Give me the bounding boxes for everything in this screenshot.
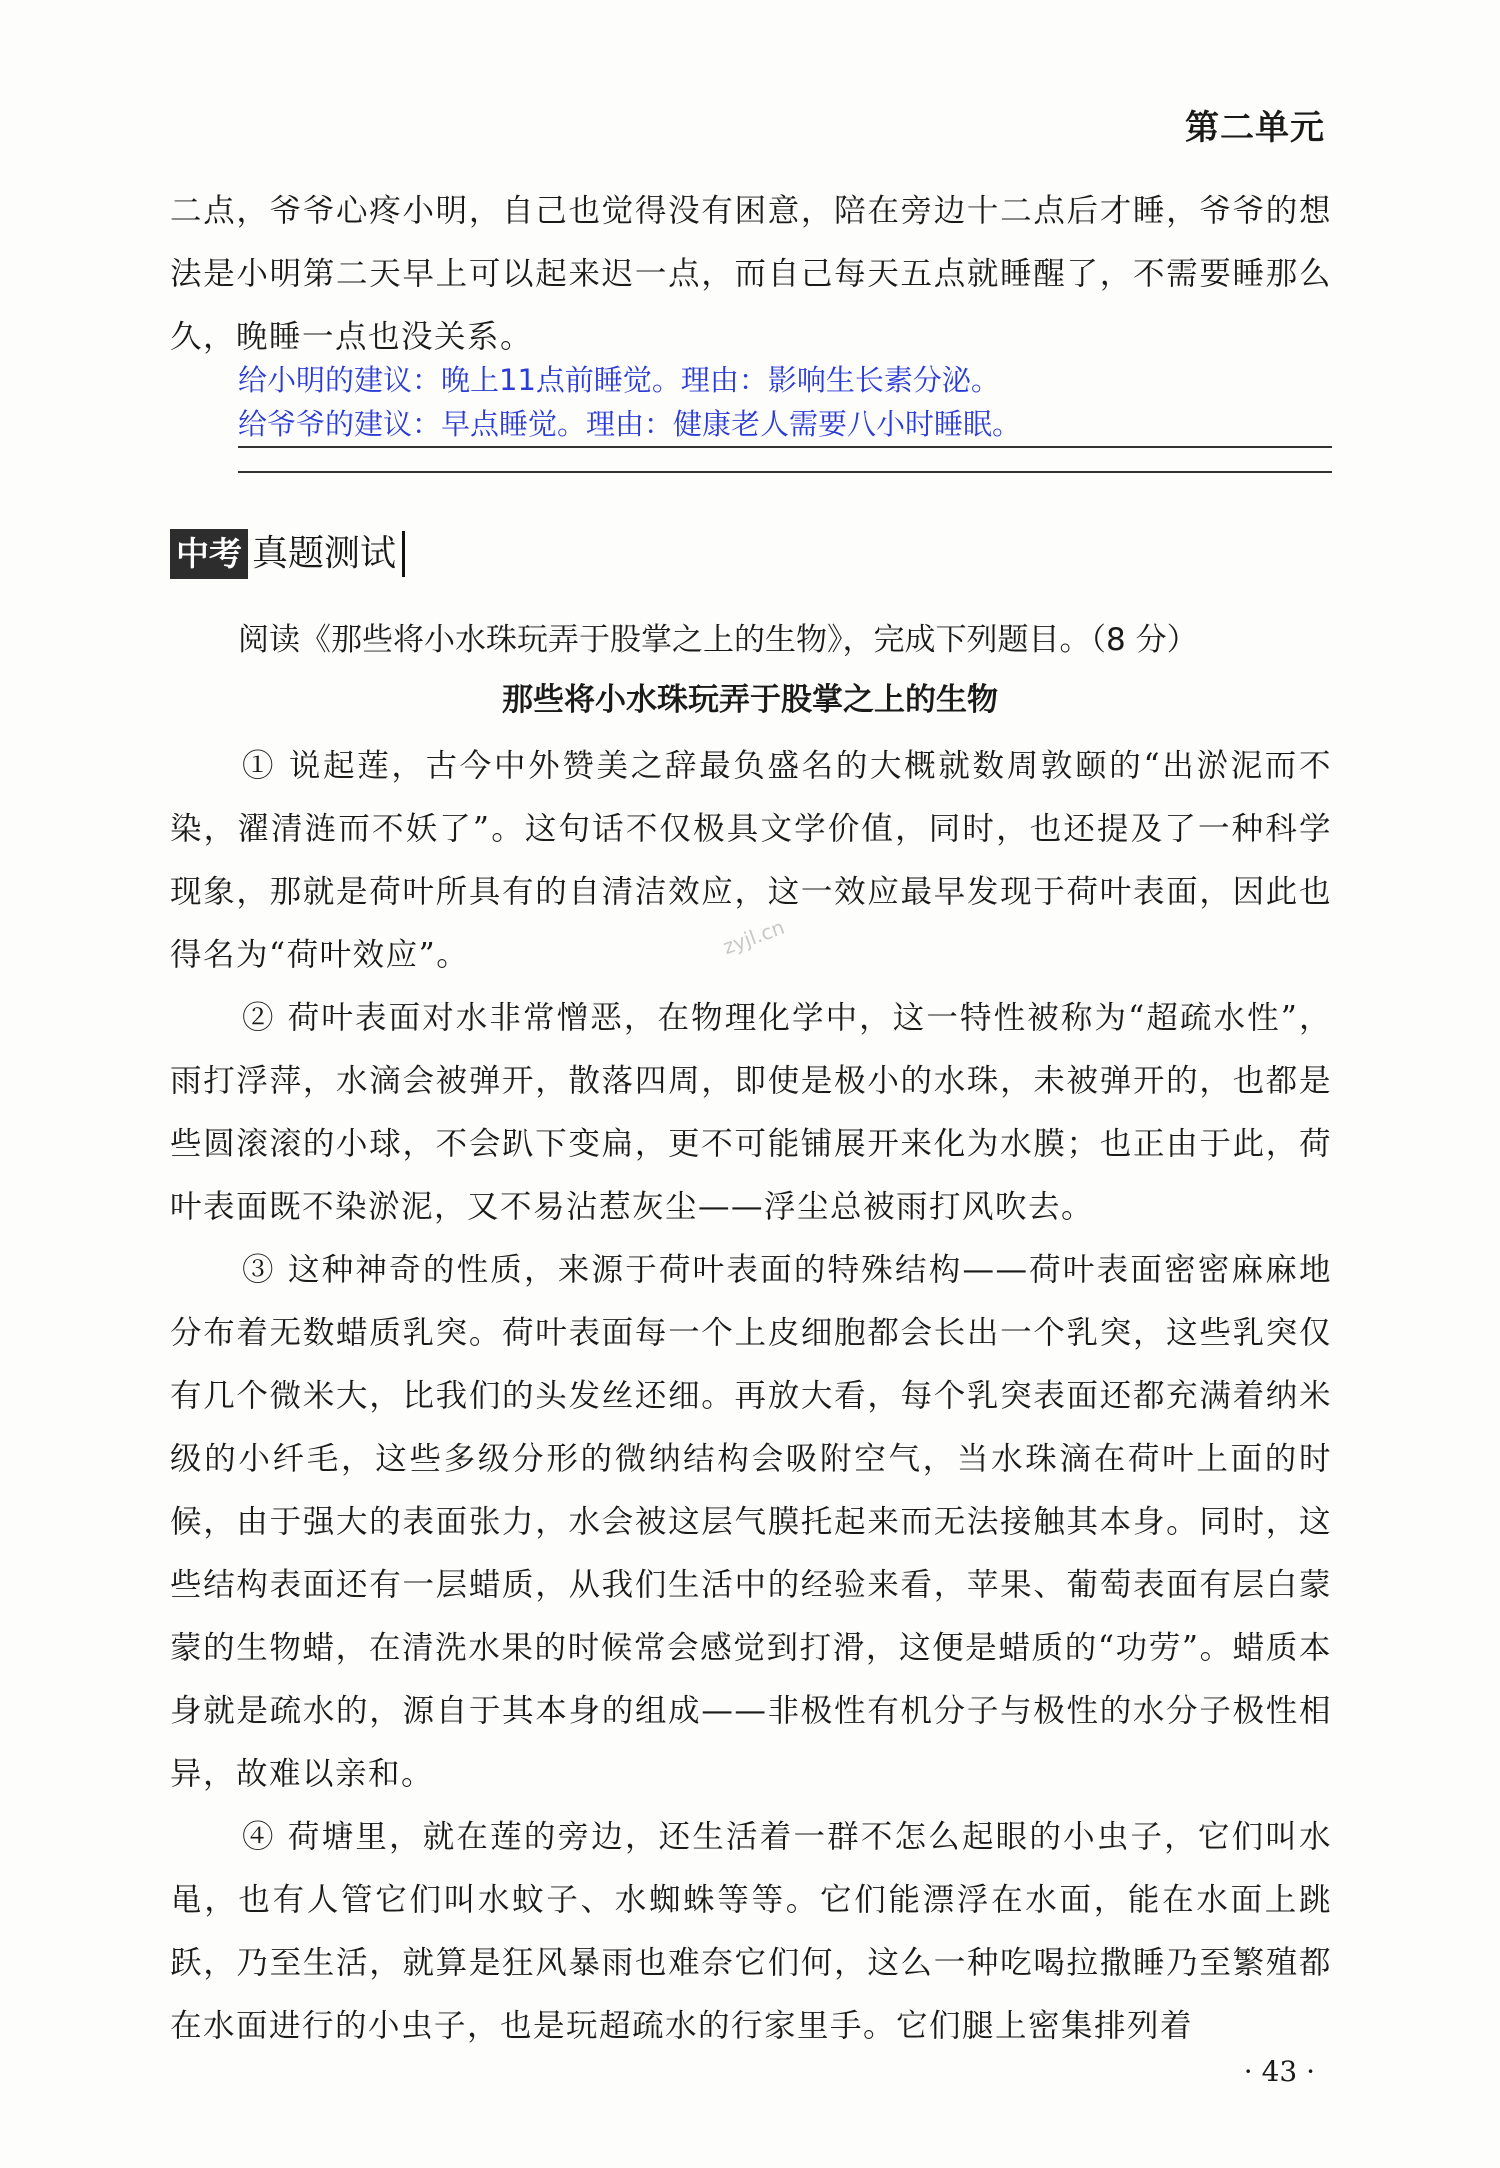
answer-grandpa: 给爷爷的建议：早点睡觉。理由：健康老人需要八小时睡眠。 [238, 402, 1332, 448]
article-paragraph-4: ④ 荷塘里，就在莲的旁边，还生活着一群不怎么起眼的小虫子，它们叫水黾，也有人管它们叫水蚊子、水蜘蛛等等。它们能漂浮在水面，能在水面上跳跃，乃至生活，就算是狂风暴雨也难奈它们何，这么一种吃喝拉撒睡乃至繁殖都在水面进行的小虫子，也是玩超疏水的行家里手。它们腿上密集排列着 [170, 1819, 1332, 2044]
section-title: 真题测试 [252, 531, 405, 577]
section-badge: 中考 [170, 529, 248, 579]
article-paragraph-3: ③ 这种神奇的性质，来源于荷叶表面的特殊结构——荷叶表面密密麻麻地分布着无数蜡质乳突。荷叶表面每一个上皮细胞都会长出一个乳突，这些乳突仅有几个微米大，比我们的头发丝还细。再放大看，每个乳突表面还都充满着纳米级的小纤毛，这些多级分形的微纳结构会吸附空气，当水珠滴在荷叶上面的时候，由于强大的表面张力，水会被这层气膜托起来而无法接触其本身。同时，这些结构表面还有一层蜡质，从我们生活中的经验来看，苹果、葡萄表面有层白蒙蒙的生物蜡，在清洗水果的时候常会感觉到打滑，这便是蜡质的“功劳”。蜡质本身就是疏水的，源自于其本身的组成——非极性有机分子与极性的水分子极性相异，故难以亲和。 [170, 1252, 1332, 1792]
answer-blank-line [238, 471, 1332, 473]
answer-block [238, 358, 1332, 448]
question-instruction: 阅读《那些将小水珠玩弄于股掌之上的生物》，完成下列题目。（8 分） [238, 622, 1198, 658]
page-number: · 43 · [1243, 2055, 1315, 2088]
answer-xiaoming: 给小明的建议：晚上11点前睡觉。理由：影响生长素分泌。 [238, 363, 1000, 397]
intro-paragraph: 二点，爷爷心疼小明，自己也觉得没有困意，陪在旁边十二点后才睡，爷爷的想法是小明第二天早上可以起来迟一点，而自己每天五点就睡醒了，不需要睡那么久，晚睡一点也没关系。 [170, 193, 1332, 355]
watermark: zyjl.cn [719, 914, 788, 960]
unit-header: 第二单元 [1185, 108, 1325, 148]
section-heading [170, 528, 405, 580]
article-title: 那些将小水珠玩弄于股掌之上的生物 [502, 682, 998, 718]
article-paragraph-1: ① 说起莲，古今中外赞美之辞最负盛名的大概就数周敦颐的“出淤泥而不染，濯清涟而不妖了”。这句话不仅极具文学价值，同时，也还提及了一种科学现象，那就是荷叶所具有的自清洁效应，这一效应最早发现于荷叶表面，因此也得名为“荷叶效应”。 [170, 748, 1332, 973]
article-paragraph-2: ② 荷叶表面对水非常憎恶，在物理化学中，这一特性被称为“超疏水性”，雨打浮萍，水滴会被弹开，散落四周，即使是极小的水珠，未被弹开的，也都是些圆滚滚的小球，不会趴下变扁，更不可能铺展开来化为水膜；也正由于此，荷叶表面既不染淤泥，又不易沾惹灰尘——浮尘总被雨打风吹去。 [170, 1000, 1332, 1225]
